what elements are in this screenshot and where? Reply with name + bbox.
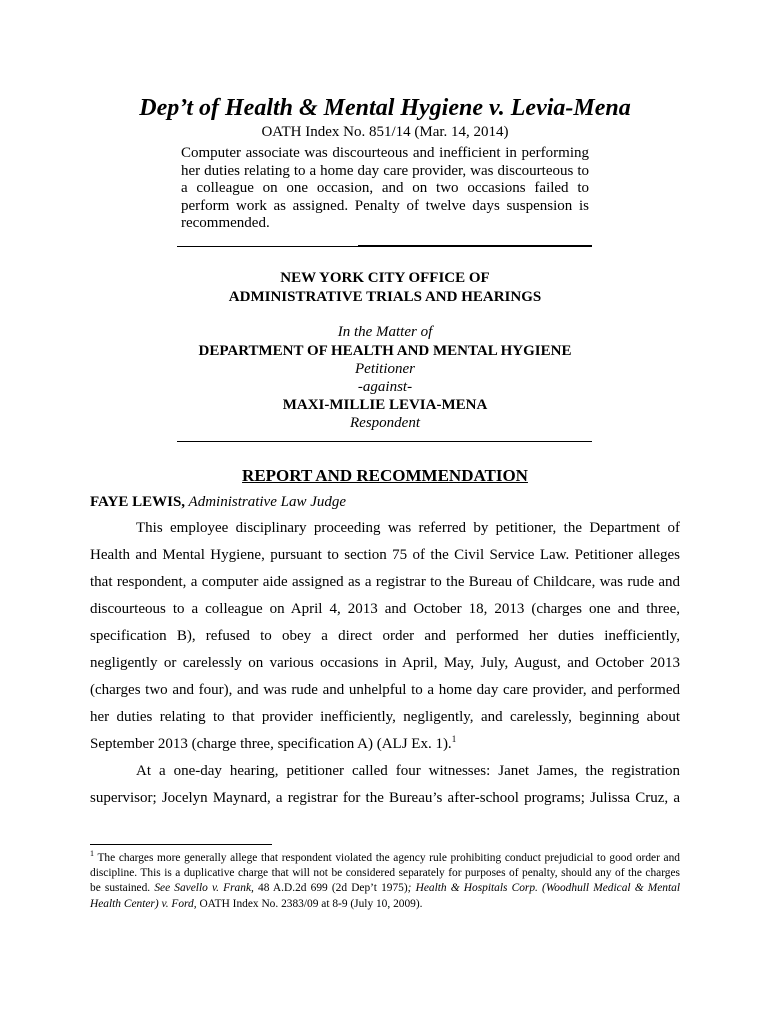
summary-divider-right: [358, 245, 592, 247]
petitioner-name: DEPARTMENT OF HEALTH AND MENTAL HYGIENE: [198, 343, 572, 359]
para1-line-5: specification B), refused to obey a direct order and performed her duties inefficiently,: [90, 628, 680, 644]
footnote-1: $^1$ The charges more generally allege that respondent violated the agency rule prohibiting conduct prejudicial to good order and discipline. This is a duplicative charge that will not be considered separately for purposes of penalty, should any of the charges be sustained. See Savello v. Frank, 48 A.D.2d 699 (2d Dep’t 1975); Health & Hospitals Corp. (Woodhull Medical & Mental Health Center) v. Ford, OATH Index No. 2383/09 at 8-9 (July 10, 2009).: [90, 849, 680, 910]
case-summary: Computer associate was discourteous and inefficient in performing her duties relating to a home day care provider, was discourteous to a colleague on one occasion, and on two occasions failed to perform work as assigned. Penalty of twelve days suspension is recommended.: [181, 145, 589, 232]
para2-line-1: At a one-day hearing, petitioner called four witnesses: Janet James, the registration: [136, 763, 680, 779]
para1-line-4: discourteous to a colleague on April 4, 2013 and October 18, 2013 (charges one and three,: [90, 601, 680, 617]
respondent-name: MAXI-MILLIE LEVIA-MENA: [282, 397, 488, 413]
footnote-reference[interactable]: 1: [451, 734, 457, 744]
judge-line: [90, 493, 346, 511]
judge-name: FAYE LEWIS,: [90, 494, 186, 510]
footnote-number: 1: [90, 849, 94, 859]
office-line-1: NEW YORK CITY OFFICE OF: [280, 270, 490, 286]
para1-line-6: negligently or carelessly on various occasions in April, May, July, August, and October 2013: [90, 655, 680, 671]
in-the-matter: In the Matter of: [337, 324, 433, 340]
summary-divider-left: [177, 246, 358, 247]
para1-line-1: This employee disciplinary proceeding was referred by petitioner, the Department of: [136, 520, 680, 536]
index-line: OATH Index No. 851/14 (Mar. 14, 2014): [261, 124, 509, 140]
office-line-2: ADMINISTRATIVE TRIALS AND HEARINGS: [228, 289, 542, 305]
para2-line-2: supervisor; Jocelyn Maynard, a registrar for the Bureau’s after-school programs; Julissa Cruz, a: [90, 790, 680, 806]
judge-title: Administrative Law Judge: [185, 494, 347, 510]
para1-line-9: September 2013 (charge three, specification A) (ALJ Ex. 1).$^1$: [90, 734, 457, 752]
against-line: -against-: [357, 379, 413, 395]
case-title: Dep’t of Health & Mental Hygiene v. Levia-Mena: [139, 95, 631, 121]
report-heading: REPORT AND RECOMMENDATION: [242, 466, 528, 485]
caption-divider: [177, 441, 592, 442]
petitioner-role: Petitioner: [355, 361, 415, 377]
para1-line-8: her duties relating to that provider inefficiently, negligently, and carelessly, beginning about: [90, 709, 680, 725]
para1-line-3: that respondent, a computer aide assigned as a registrar to the Bureau of Childcare, was rude and: [90, 574, 680, 590]
para1-line-7: (charges two and four), and was rude and unhelpful to a home day care provider, and performed: [90, 682, 680, 698]
footnote-divider: [90, 844, 272, 845]
para1-line-2: Health and Mental Hygiene, pursuant to section 75 of the Civil Service Law. Petitioner alleges: [90, 547, 680, 563]
respondent-role: Respondent: [350, 415, 420, 431]
